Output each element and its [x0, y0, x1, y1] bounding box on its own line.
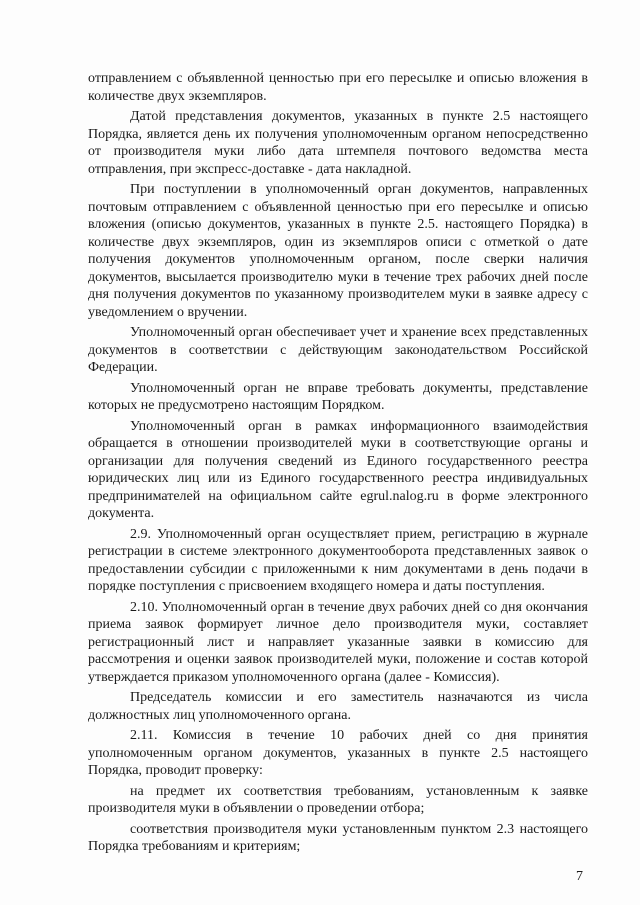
- paragraph-no-extra-documents: Уполномоченный орган не вправе требовать документы, представление которых не предусмотрено настоящим Порядком.: [88, 380, 588, 413]
- paragraph-chairman: Председатель комиссии и его заместитель назначаются из числа должностных лиц уполномоченного органа.: [88, 690, 588, 723]
- paragraph-postal-receipt: При поступлении в уполномоченный орган документов, направленных почтовым отправлением с объявленной ценностью при его пересылке и описью вложения (описью документов, указанных в пункте 2.5. настоящего Порядка) в количестве двух экземпляров, один из экземпляров описи с отметкой о дате получения документов уполномоченным органом, после сверки наличия документов, высылается производителю муки в течение трех рабочих дней после дня получения документов по указанному производителем муки в заявке адресу с уведомлением о вручении.: [88, 182, 588, 320]
- paragraph-storage: Уполномоченный орган обеспечивает учет и хранение всех представленных документов в соответствии с действующим законодательством Российской Федерации.: [88, 325, 588, 375]
- document-body: [88, 70, 588, 856]
- paragraph-2-10: 2.10. Уполномоченный орган в течение двух рабочих дней со дня окончания приема заявок формирует личное дело производителя муки, составляет регистрационный лист и направляет указанные заявки в комиссию для рассмотрения и оценки заявок производителей муки, положение и состав которой утверждается приказом уполномоченного органа (далее - Комиссия).: [88, 599, 588, 685]
- paragraph-check-criteria: соответствия производителя муки установленным пунктом 2.3 настоящего Порядка требованиям и критериям;: [88, 821, 588, 854]
- paragraph-2-11: 2.11. Комиссия в течение 10 рабочих дней со дня принятия уполномоченным органом документов, указанных в пункте 2.5 настоящего Порядка, проводит проверку:: [88, 728, 588, 778]
- paragraph-continuation: отправлением с объявленной ценностью при его пересылке и описью вложения в количестве двух экземпляров.: [88, 71, 588, 104]
- paragraph-check-requirements: на предмет их соответствия требованиям, установленным к заявке производителя муки в объявлении о проведении отбора;: [88, 783, 588, 816]
- paragraph-2-9: 2.9. Уполномоченный орган осуществляет прием, регистрацию в журнале регистрации в системе электронного документооборота представленных заявок о предоставлении субсидии с приложенными к ним документами в день подачи в порядке поступления с присвоением входящего номера и даты поступления.: [88, 526, 588, 594]
- paragraph-submission-date: Датой представления документов, указанных в пункте 2.5 настоящего Порядка, является день их получения уполномоченным органом непосредственно от производителя муки либо дата штемпеля почтового ведомства места отправления, при экспресс-доставке - дата накладной.: [88, 109, 588, 177]
- page-number: 7: [576, 869, 583, 884]
- paragraph-interagency: Уполномоченный орган в рамках информационного взаимодействия обращается в отношении производителей муки в соответствующие органы и организации для получения сведений из Единого государственного реестра юридических лиц или из Единого государственного реестра индивидуальных предпринимателей на официальном сайте egrul.nalog.ru в форме электронного документа.: [88, 418, 588, 521]
